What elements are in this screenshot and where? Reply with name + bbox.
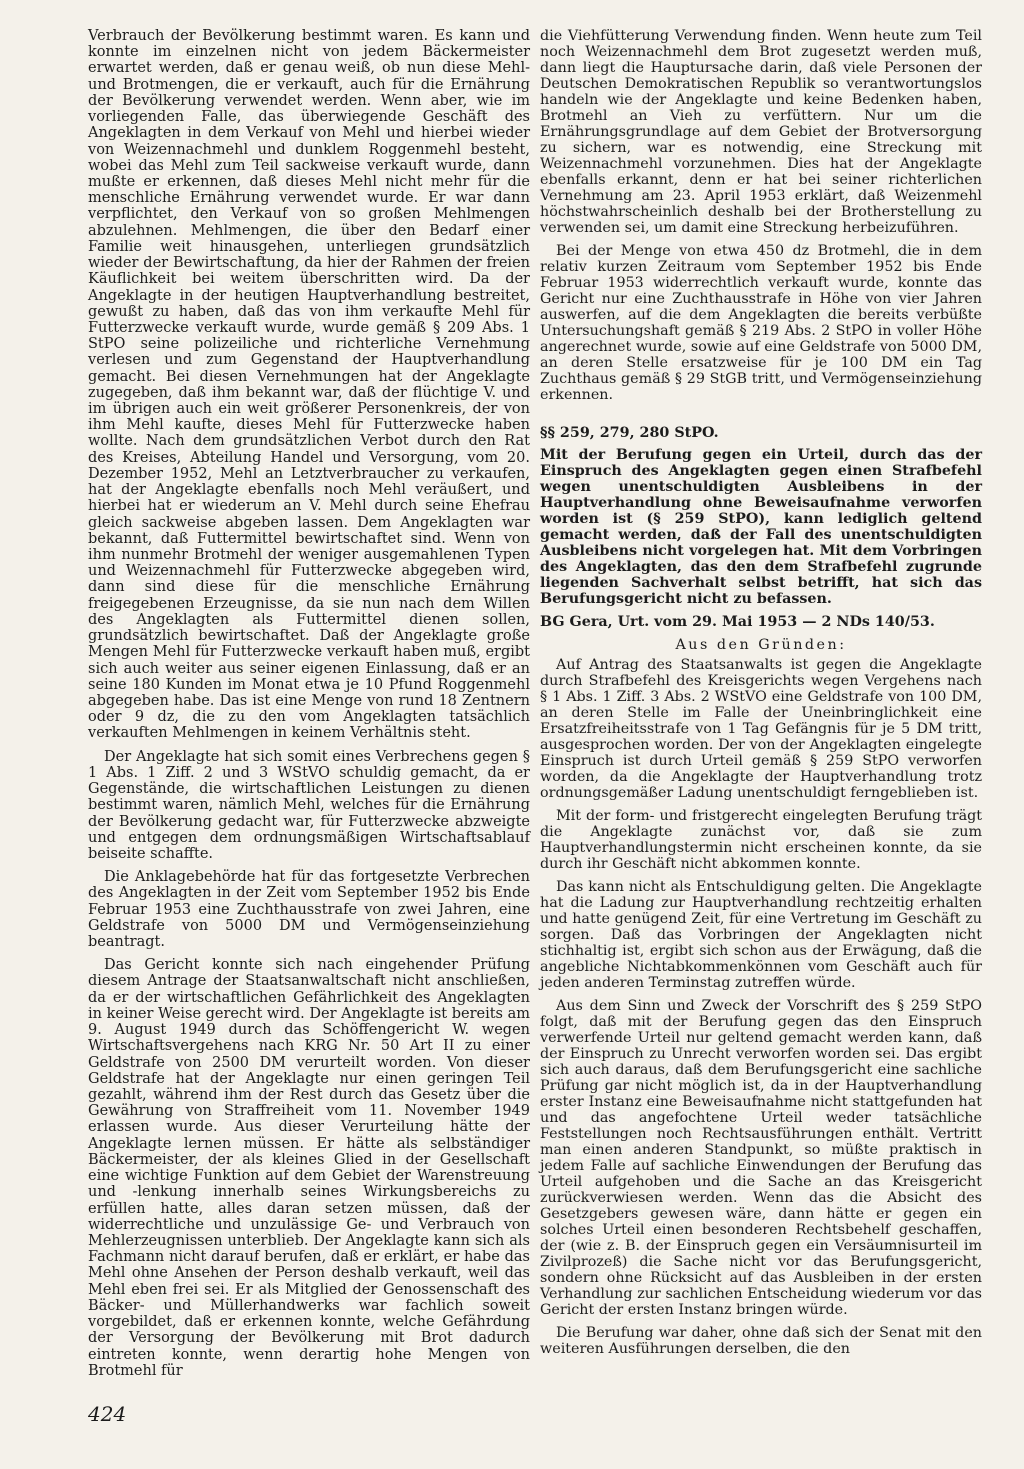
paragraph: Das kann nicht als Entschuldigung gelten. Die Angeklagte hat die Ladung zur Hauptverhandlung rechtzeitig erhalten und hatte genügend Zeit, für eine Vertretung im Geschäft zu sorgen. Daß das Vorbringen der Angeklagten nicht stichhaltig ist, ergibt sich schon aus der Erwägung, daß die angebliche Nichtabkommenkönnen vom Geschäft auch für jeden anderen Terminstag zutreffen würde. <box>540 879 982 991</box>
right-column <box>540 28 982 1364</box>
law-heading: §§ 259, 279, 280 StPO. <box>540 425 719 441</box>
paragraph: Auf Antrag des Staatsanwalts ist gegen die Angeklagte durch Strafbefehl des Kreisgerichts wegen Vergehens nach § 1 Abs. 1 Ziff. 3 Abs. 2 WStVO eine Geldstrafe von 100 DM, an deren Stelle im Falle der Uneinbringlichkeit eine Ersatzfreiheitsstrafe von 1 Tag Gefängnis für je 5 DM tritt, ausgesprochen worden. Der von der Angeklagten eingelegte Einspruch ist durch Urteil gemäß § 259 StPO verworfen worden, da die Angeklagte der Hauptverhandlung trotz ordnungsgemäßer Ladung unentschuldigt ferngeblieben ist. <box>540 657 982 801</box>
paragraph: Aus dem Sinn und Zweck der Vorschrift des § 259 StPO folgt, daß mit der Berufung gegen das den Einspruch verwerfende Urteil nur geltend gemacht werden kann, daß der Einspruch zu Unrecht verworfen worden sei. Das ergibt sich auch daraus, daß dem Berufungsgericht eine sachliche Prüfung gar nicht möglich ist, da in der Hauptverhandlung erster Instanz eine Beweisaufnahme nicht stattgefunden hat und das angefochtene Urteil weder tatsächliche Feststellungen noch Rechtsausführungen enthält. Vertritt man einen anderen Standpunkt, so müßte praktisch in jedem Falle auf sachliche Einwendungen der Berufung das Urteil aufgehoben und die Sache an das Kreisgericht zurückverwiesen werden. Wenn das die Absicht des Gesetzgebers gewesen wäre, dann hätte er gegen ein solches Urteil einen besonderen Rechtsbehelf geschaffen, der (wie z. B. der Einspruch gegen ein Versäumnisurteil im Zivilprozeß) die Sache nicht vor das Berufungsgericht, sondern ohne Rücksicht auf das Ausbleiben in der ersten Verhandlung zur sachlichen Entscheidung wiederum vor das Gericht der ersten Instanz bringen würde. <box>540 998 982 1318</box>
left-column <box>88 28 530 1386</box>
page-number: 424 <box>88 1402 127 1426</box>
paragraph: Bei der Menge von etwa 450 dz Brotmehl, die in dem relativ kurzen Zeitraum vom September 1952 bis Ende Februar 1953 widerrechtlich verkauft wurde, konnte das Gericht nur eine Zuchthausstrafe in Höhe von vier Jahren auswerfen, auf die dem Angeklagten die bereits verbüßte Untersuchungshaft gemäß § 219 Abs. 2 StPO in voller Höhe angerechnet wurde, sowie auf eine Geldstrafe von 5000 DM, an deren Stelle ersatzweise für je 100 DM ein Tag Zuchthaus gemäß § 29 StGB tritt, und Vermögenseinziehung erkennen. <box>540 243 982 403</box>
paragraph: Mit der form- und fristgerecht eingelegten Berufung trägt die Angeklagte zunächst vor, daß sie zum Hauptverhandlungstermin nicht erscheinen konnte, da sie durch ihr Geschäft nicht abkommen konnte. <box>540 808 982 872</box>
paragraph: Die Berufung war daher, ohne daß sich der Senat mit den weiteren Ausführungen derselben, die den <box>540 1325 982 1357</box>
court-citation: BG Gera, Urt. vom 29. Mai 1953 — 2 NDs 140/53. <box>540 614 935 630</box>
paragraph: Verbrauch der Bevölkerung bestimmt waren. Es kann und konnte im einzelnen nicht von jedem Bäckermeister erwartet werden, daß er genau weiß, ob nun diese Mehl- und Brotmengen, die er verkauft, auch für die Ernährung der Bevölkerung verwendet werden. Wenn aber, wie im vorliegenden Falle, das überwiegende Geschäft des Angeklagten in dem Verkauf von Mehl und hierbei wieder von Weizennachmehl und dunklem Roggenmehl besteht, wobei das Mehl zum Teil sackweise verkauft wurde, dann mußte er erkennen, daß dieses Mehl nicht mehr für die menschliche Ernährung verwendet wurde. Er war dann verpflichtet, den Verkauf von so großen Mehlmengen abzulehnen. Mehlmengen, die über den Bedarf einer Familie weit hinausgehen, unterliegen grundsätzlich wieder der Bewirtschaftung, da hier der Rahmen der freien Käuflichkeit bei weitem überschritten wird. Da der Angeklagte in der heutigen Hauptverhandlung bestreitet, gewußt zu haben, daß das von ihm verkaufte Mehl für Futterzwecke verkauft wurde, wurde gemäß § 209 Abs. 1 StPO seine polizeiliche und richterliche Vernehmung verlesen und zum Gegenstand der Hauptverhandlung gemacht. Bei diesen Vernehmungen hat der Angeklagte zugegeben, daß ihm bekannt war, daß der flüchtige V. und im übrigen auch ein weit größerer Personenkreis, der von ihm Mehl kaufte, dieses Mehl für Futterzwecke haben wollte. Nach dem grundsätzlichen Verbot durch den Rat des Kreises, Abteilung Handel und Versorgung, vom 20. Dezember 1952, Mehl an Letztverbraucher zu verkaufen, hat der Angeklagte ebenfalls noch Mehl veräußert, und hierbei hat er wiederum an V. Mehl durch seine Ehefrau gleich sackweise abgeben lassen. Dem Angeklagten war bekannt, daß Futtermittel bewirtschaftet sind. Wenn von ihm nunmehr Brotmehl der weniger ausgemahlenen Typen und Weizennachmehl für Futterzwecke abgegeben wird, dann sind diese für die menschliche Ernährung freigegebenen Erzeugnisse, da sie nun nach dem Willen des Angeklagten als Futtermittel dienen sollen, grundsätzlich bewirtschaftet. Daß der Angeklagte große Mengen Mehl für Futterzwecke verkauft haben muß, ergibt sich auch weiter aus seiner eigenen Einlassung, daß er an seine 180 Kunden im Monat etwa je 10 Pfund Roggenmehl abgegeben habe. Das ist eine Menge von rund 18 Zentnern oder 9 dz, die zu den vom Angeklagten tatsächlich verkauften Mehlmengen in keinem Verhältnis steht. <box>88 28 530 742</box>
reasons-heading: Aus den Gründen: <box>675 637 847 653</box>
paragraph: Das Gericht konnte sich nach eingehender Prüfung diesem Antrage der Staatsanwaltschaft nicht anschließen, da er der wirtschaftlichen Gefährlichkeit des Angeklagten in keiner Weise gerecht wird. Der Angeklagte ist bereits am 9. August 1949 durch das Schöffengericht W. wegen Wirtschaftsvergehens nach KRG Nr. 50 Art II zu einer Geldstrafe von 2500 DM verurteilt worden. Von dieser Geldstrafe hat der Angeklagte nur einen geringen Teil gezahlt, während ihm der Rest durch das Gesetz über die Gewährung von Straffreiheit vom 11. November 1949 erlassen wurde. Aus dieser Verurteilung hätte der Angeklagte lernen müssen. Er hätte als selbständiger Bäckermeister, der als kleines Glied in der Gesellschaft eine wichtige Funktion auf dem Gebiet der Warenstreuung und -lenkung innerhalb seines Wirkungsbereichs zu erfüllen hatte, alles daran setzen müssen, daß der widerrechtliche und unzulässige Ge- und Verbrauch von Mehlerzeugnissen unterblieb. Der Angeklagte kann sich als Fachmann nicht darauf berufen, daß er erklärt, er habe das Mehl ohne Ansehen der Person deshalb verkauft, weil das Mehl eben frei sei. Er als Mitglied der Genossenschaft des Bäcker- und Müllerhandwerks war fachlich soweit vorgebildet, daß er erkennen konnte, welche Gefährdung der Versorgung der Bevölkerung mit Brot dadurch eintreten konnte, wenn derartig hohe Mengen von Brotmehl für <box>88 957 530 1379</box>
paragraph: Die Anklagebehörde hat für das fortgesetzte Verbrechen des Angeklagten in der Zeit vom September 1952 bis Ende Februar 1953 eine Zuchthausstrafe von zwei Jahren, eine Geldstrafe von 5000 DM und Vermögenseinziehung beantragt. <box>88 869 530 951</box>
paragraph: die Viehfütterung Verwendung finden. Wenn heute zum Teil noch Weizennachmehl dem Brot zugesetzt werden muß, dann liegt die Hauptursache darin, daß viele Personen der Deutschen Demokratischen Republik so verantwortungslos handeln wie der Angeklagte und keine Bedenken haben, Brotmehl an Vieh zu verfüttern. Nur um die Ernährungsgrundlage auf dem Gebiet der Brotversorgung zu sichern, war es notwendig, eine Streckung mit Weizennachmehl vorzunehmen. Dies hat der Angeklagte ebenfalls erkannt, denn er hat bei seiner richterlichen Vernehmung am 23. April 1953 erklärt, daß Weizenmehl höchstwahrscheinlich deshalb bei der Brotherstellung zu verwenden sei, um damit eine Streckung herbeizuführen. <box>540 28 982 236</box>
paragraph: Der Angeklagte hat sich somit eines Verbrechens gegen § 1 Abs. 1 Ziff. 2 und 3 WStVO schuldig gemacht, da er Gegenstände, die wirtschaftlichen Leistungen zu dienen bestimmt waren, nämlich Mehl, welches für die Ernährung der Bevölkerung gedacht war, für Futterzwecke abzweigte und entgegen dem ordnungsmäßigen Wirtschaftsablauf beiseite schaffte. <box>88 748 530 862</box>
holding-summary: Mit der Berufung gegen ein Urteil, durch das der Einspruch des Angeklagten gegen einen Strafbefehl wegen unentschuldigten Ausbleibens in der Hauptverhandlung ohne Beweisaufnahme verworfen worden ist (§ 259 StPO), kann lediglich geltend gemacht werden, daß der Fall des unentschuldigten Ausbleibens nicht vorgelegen hat. Mit dem Vorbringen des Angeklagten, das den dem Strafbefehl zugrunde liegenden Sachverhalt selbst betrifft, hat sich das Berufungsgericht nicht zu befassen. <box>540 447 982 607</box>
